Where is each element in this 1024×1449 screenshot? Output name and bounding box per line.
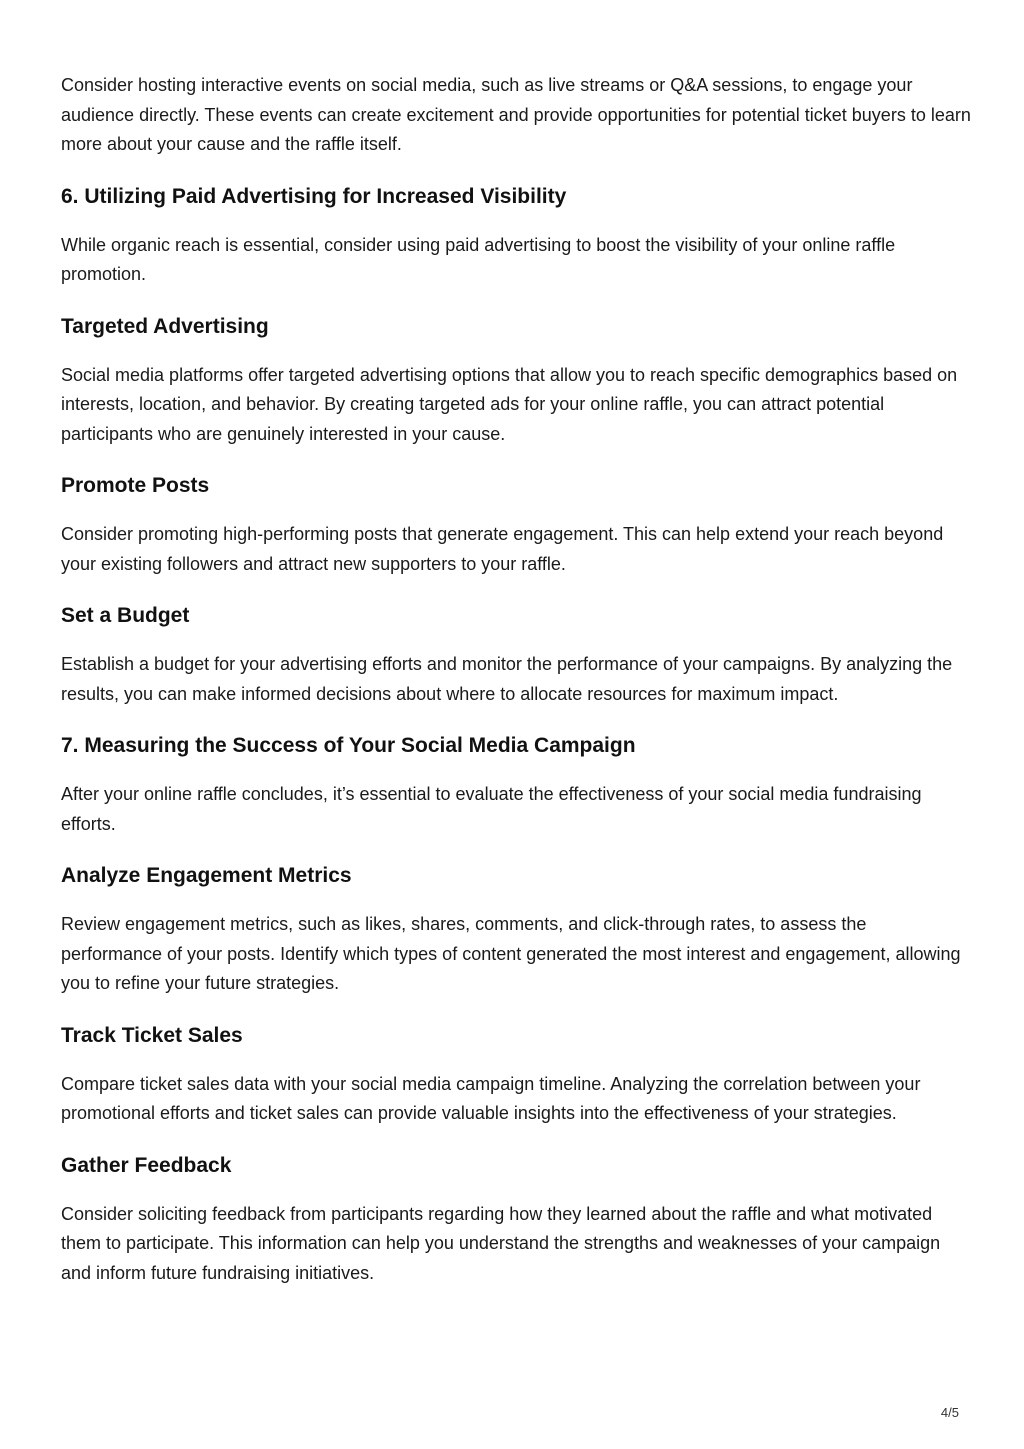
promote-posts-paragraph: Consider promoting high-performing posts that generate engagement. This can help extend your reach beyond your existing followers and attract new supporters to your raffle. <box>61 524 944 574</box>
track-ticket-sales-paragraph: Compare ticket sales data with your social media campaign timeline. Analyzing the correlation between your promotional efforts and ticket sales can provide valuable insights into the effectiveness of your strategies. <box>61 1073 921 1123</box>
intro-paragraph: Consider hosting interactive events on social media, such as live streams or Q&A sessions, to engage your audience directly. These events can create excitement and provide opportunities for potential ticket buyers to learn more about your cause and the raffle itself. <box>61 75 971 154</box>
track-ticket-sales-heading: Track Ticket Sales <box>61 1023 243 1047</box>
section-7-paragraph: After your online raffle concludes, it’s essential to evaluate the effectiveness of your social media fundraising efforts. <box>61 784 922 834</box>
engagement-metrics-paragraph: Review engagement metrics, such as likes, shares, comments, and click-through rates, to assess the performance of your posts. Identify which types of content generated the most interest and engagement, allowing you to refine your future strategies. <box>61 914 961 993</box>
section-6-heading: 6. Utilizing Paid Advertising for Increased Visibility <box>61 184 567 208</box>
gather-feedback-paragraph: Consider soliciting feedback from participants regarding how they learned about the raffle and what motivated them to participate. This information can help you understand the strengths and weaknesses of your campaign and inform future fundraising initiatives. <box>61 1203 941 1283</box>
gather-feedback-heading: Gather Feedback <box>61 1153 232 1177</box>
promote-posts-heading: Promote Posts <box>61 474 210 497</box>
document-body <box>61 71 971 1310</box>
targeted-advertising-heading: Targeted Advertising <box>61 314 269 338</box>
page-number: 4/5 <box>940 1405 959 1420</box>
section-6-paragraph: While organic reach is essential, consider using paid advertising to boost the visibility of your online raffle promotion. <box>61 234 896 284</box>
set-budget-heading: Set a Budget <box>61 604 190 627</box>
targeted-advertising-paragraph: Social media platforms offer targeted advertising options that allow you to reach specific demographics based on interests, location, and behavior. By creating targeted ads for your online raffle, you can attract potential participants who are genuinely interested in your cause. <box>61 364 958 444</box>
set-budget-paragraph: Establish a budget for your advertising efforts and monitor the performance of your campaigns. By analyzing the results, you can make informed decisions about where to allocate resources for maximum impact. <box>61 654 953 704</box>
section-7-heading: 7. Measuring the Success of Your Social Media Campaign <box>61 734 636 757</box>
engagement-metrics-heading: Analyze Engagement Metrics <box>61 864 352 887</box>
